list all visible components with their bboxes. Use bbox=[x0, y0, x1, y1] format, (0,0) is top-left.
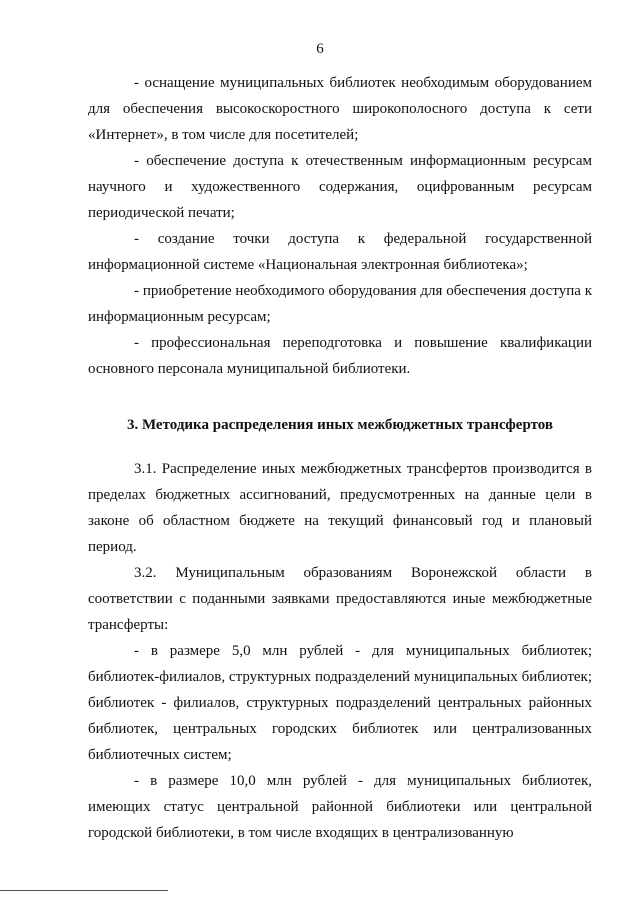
page-number: 6 bbox=[316, 41, 324, 57]
list-item-5-million: - в размере 5,0 млн рублей - для муниципальных библиотек; библиотек-филиалов, структурных подразделений муниципальных библиотек; библиотек - филиалов, структурных подразделений центральных районных библиотек, центральных городских библиотек или централизованных библиотечных систем; bbox=[88, 643, 592, 763]
list-item-access-point: - создание точки доступа к федеральной государственной информационной системе «Национальная электронная библиотека»; bbox=[88, 231, 592, 273]
document-body bbox=[88, 70, 592, 846]
list-item-staff-training: - профессиональная переподготовка и повышение квалификации основного персонала муниципальной библиотеки. bbox=[88, 335, 592, 377]
list-item-access-resources: - обеспечение доступа к отечественным информационным ресурсам научного и художественного содержания, оцифрованным ресурсам периодической печати; bbox=[88, 153, 592, 221]
section-title: 3. Методика распределения иных межбюджетных трансфертов bbox=[126, 417, 554, 433]
paragraph-3-1: 3.1. Распределение иных межбюджетных трансфертов производится в пределах бюджетных ассигнований, предусмотренных на данные цели в законе об областном бюджете на текущий финансовый год и плановый период. bbox=[88, 461, 592, 555]
list-item-equipment: - оснащение муниципальных библиотек необходимым оборудованием для обеспечения высокоскоростного широкополосного доступа к сети «Интернет», в том числе для посетителей; bbox=[88, 75, 592, 143]
list-item-10-million: - в размере 10,0 млн рублей - для муниципальных библиотек, имеющих статус центральной районной библиотеки или центральной городской библиотеки, в том числе входящих в централизованную bbox=[88, 773, 592, 841]
paragraph-3-2: 3.2. Муниципальным образованиям Воронежской области в соответствии с поданными заявками предоставляются иные межбюджетные трансферты: bbox=[88, 565, 592, 633]
footer-rule bbox=[0, 890, 168, 891]
list-item-purchase-equipment: - приобретение необходимого оборудования для обеспечения доступа к информационным ресурсам; bbox=[88, 283, 592, 325]
